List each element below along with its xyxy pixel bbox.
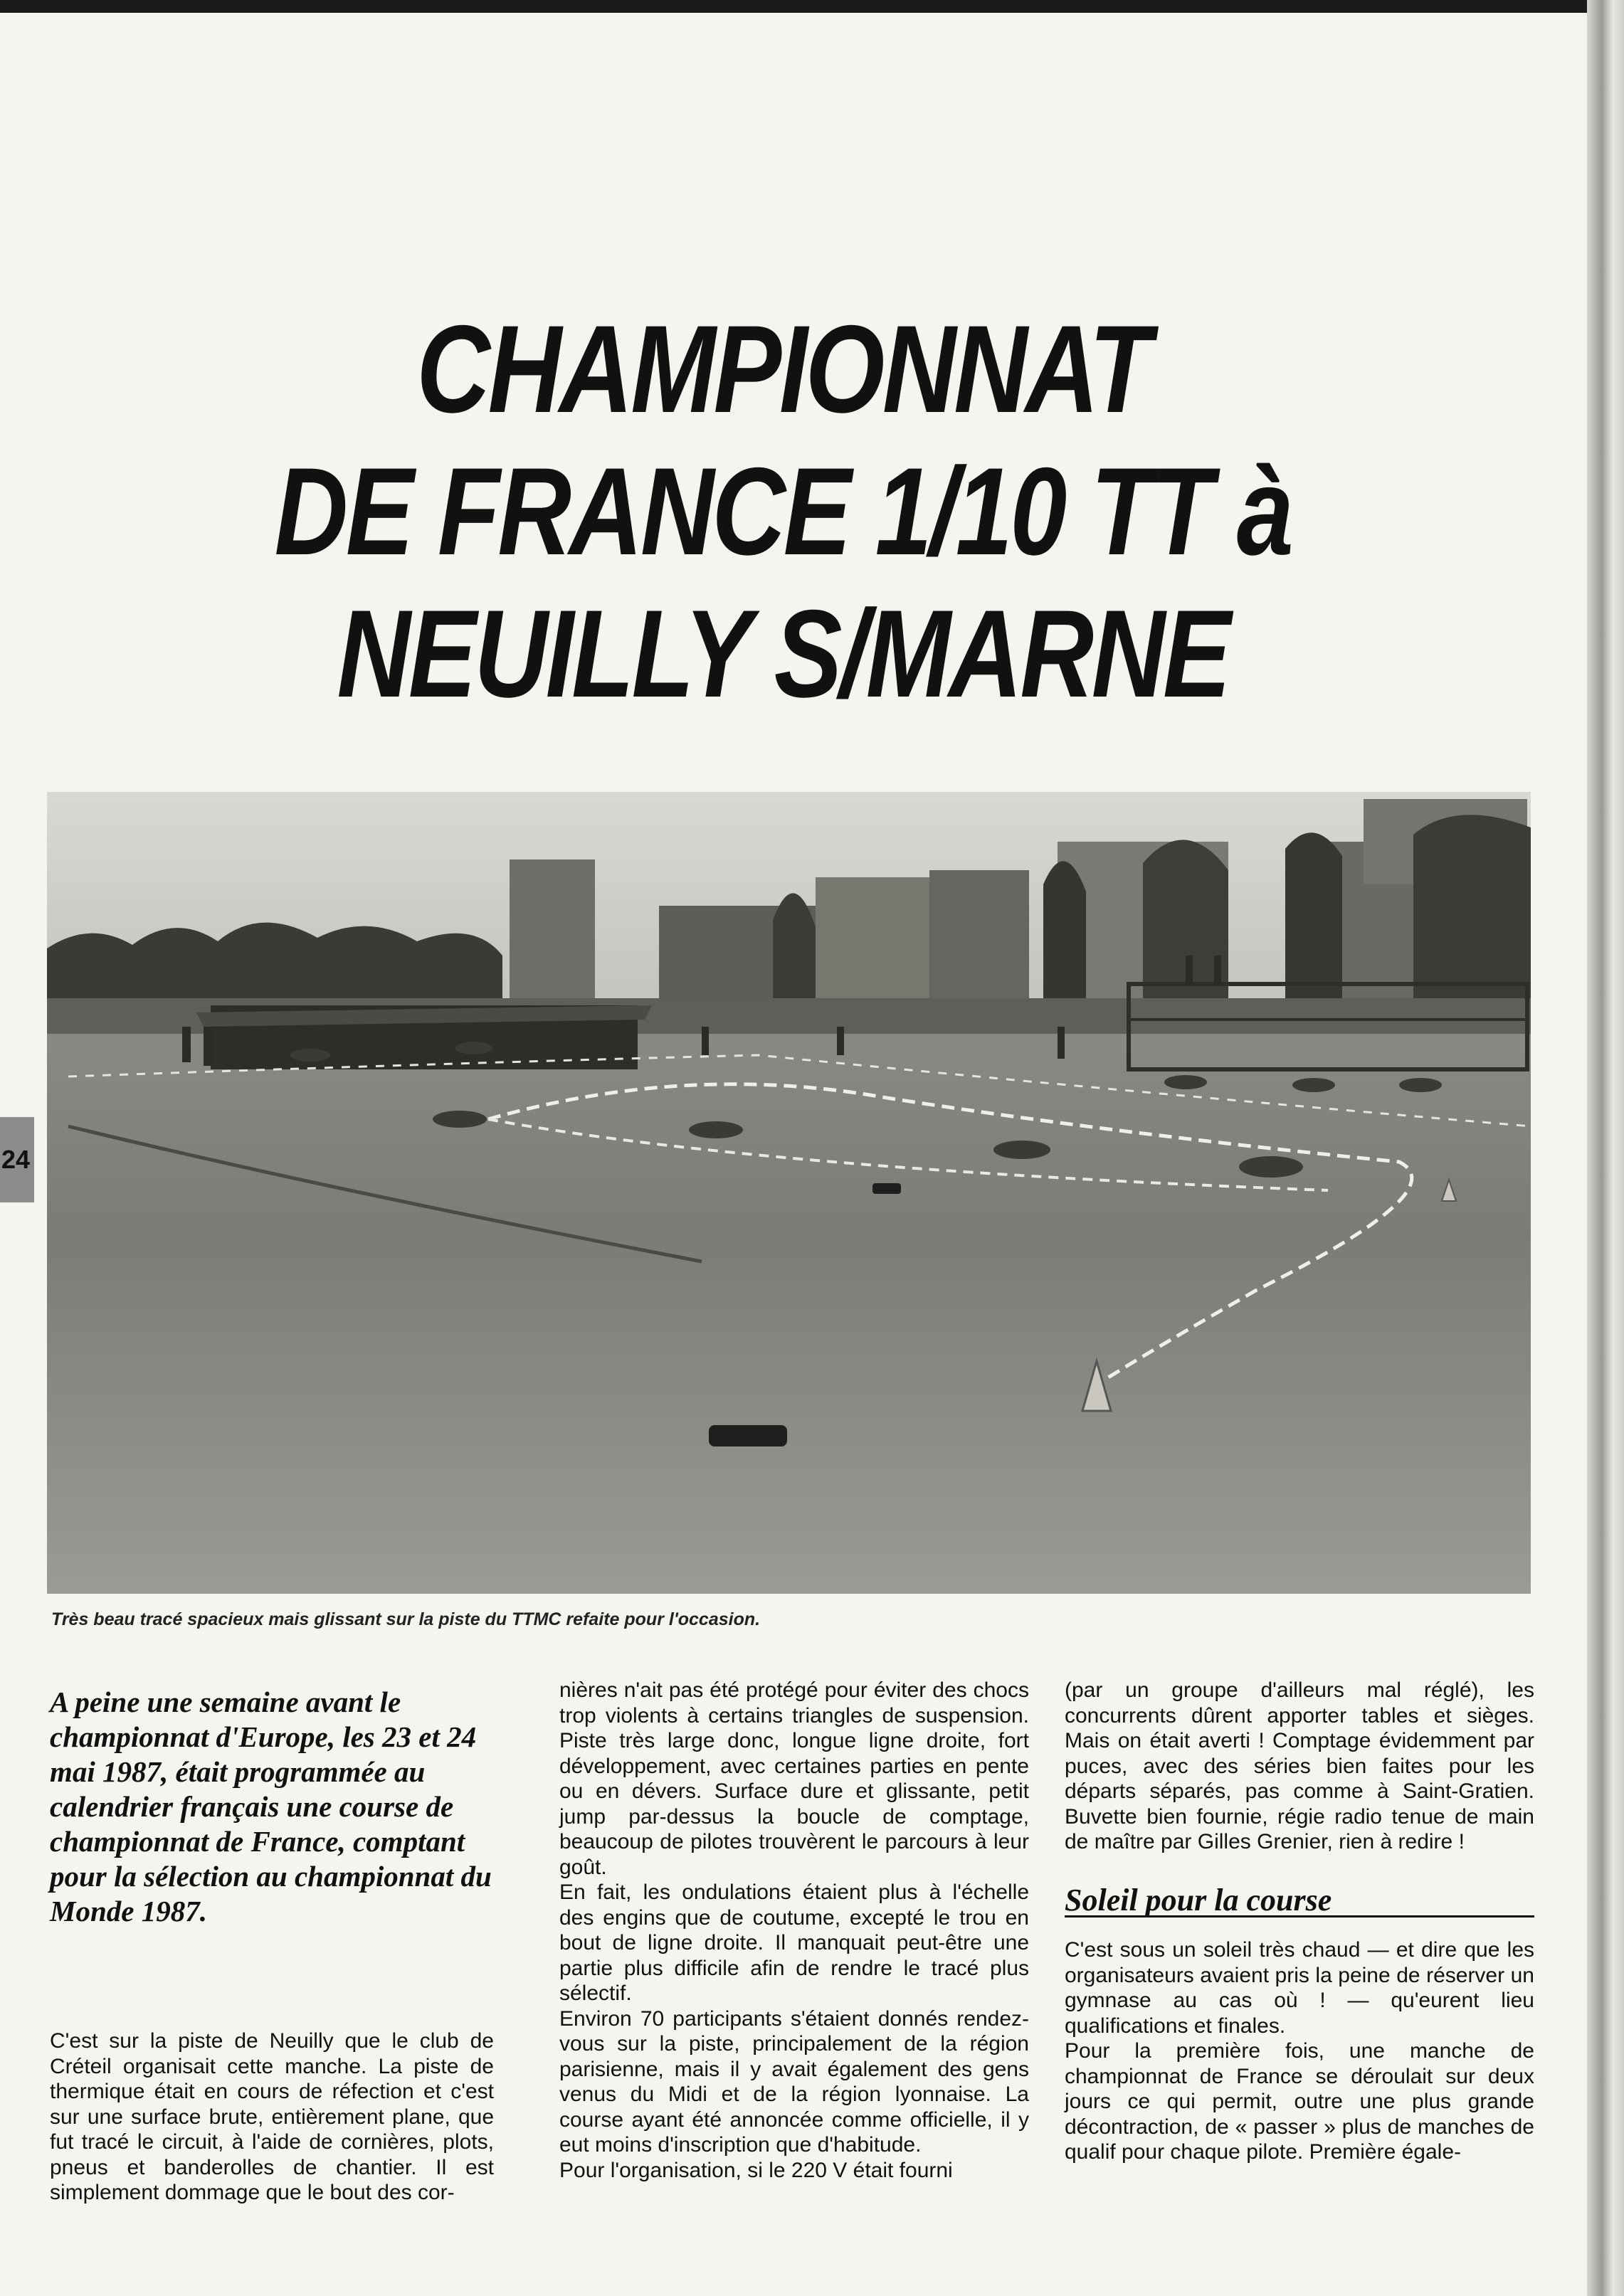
col1-paragraph: C'est sur la piste de Neuilly que le club de Créteil organisait cette manche. La piste de thermique était en cours de réfection et c'est sur une surface brute, entièrement plane, que fut tracé le circuit, à l'aide de cornières, plots, pneus et banderolles de chantier. Il est simplement dommage que le bout des cor- — [50, 2029, 494, 2204]
race-track-photo — [47, 792, 1531, 1594]
column-1 — [50, 1685, 494, 2206]
title-line-3: NEUILLY S/MARNE — [337, 585, 1229, 724]
col2-paragraph-3: Environ 70 participants s'étaient donnés rendez-vous sur la piste, principalement de la région parisienne, mais il y avait également des gens venus du Midi et de la région lyonnaise. La course ayant été annoncée comme officielle, il y eut moins d'inscription que d'habitude. — [559, 2006, 1029, 2157]
col3-paragraph-2: C'est sous un soleil très chaud — et dire que les organisateurs avaient pris la peine de réserver un gymnase au cas où ! — qu'eurent lieu qualifications et finales. — [1065, 1938, 1534, 2038]
title-line-2: DE FRANCE 1/10 TT à — [274, 443, 1292, 581]
page-binding-edge — [1587, 0, 1624, 2296]
col2-paragraph-4: Pour l'organisation, si le 220 V était fourni — [559, 2158, 953, 2182]
section-subheading: Soleil pour la course — [1065, 1888, 1534, 1918]
column-3 — [1065, 1678, 1534, 2165]
col2-paragraph-2: En fait, les ondulations étaient plus à l'échelle des engins que de coutume, excepté le trou en bout de ligne droite. Il manquait peut-être une partie plus difficile afin de rendre le tracé plus sélectif. — [559, 1880, 1029, 2005]
page-number-tab — [0, 1117, 34, 1202]
column-2 — [559, 1678, 1029, 2183]
page-top-border — [0, 0, 1624, 13]
col3-paragraph-3: Pour la première fois, une manche de championnat de France se déroulait sur deux jours ce qui permit, outre une plus grande décontraction, de « passer » plus de manches de qualif pour chaque pilote. Première égale- — [1065, 2039, 1534, 2164]
photo-caption: Très beau tracé spacieux mais glissant sur la piste du TTMC refaite pour l'occasion. — [51, 1609, 761, 1629]
title-line-1: CHAMPIONNAT — [416, 300, 1149, 439]
col3-paragraph-1: (par un groupe d'ailleurs mal réglé), les concurrents dûrent apporter tables et sièges. Mais on était averti ! Comptage évidemment par puces, avec des séries bien faites pour les départs séparés, pas comme à Saint-Gratien. Buvette bien fournie, régie radio tenue de main de maître par Gilles Grenier, rien à redire ! — [1065, 1678, 1534, 1853]
race-track-photo-illustration — [47, 792, 1531, 1594]
article-title — [199, 299, 1366, 726]
col2-paragraph-1: nières n'ait pas été protégé pour éviter des chocs trop violents à certains triangles de suspension. Piste très large donc, longue ligne droite, fort développement, avec certaines parties en pente ou en dévers. Surface dure et glissante, petit jump par-dessus la boucle de comptage, beaucoup de pilotes trouvèrent le parcours à leur goût. — [559, 1678, 1029, 1879]
page-number: 24 — [1, 1145, 31, 1174]
article-lead: A peine une semaine avant le championnat d'Europe, les 23 et 24 mai 1987, était programmée au calendrier français une course de championnat de France, comptant pour la sélection au championnat du Monde 1987. — [50, 1686, 492, 1927]
